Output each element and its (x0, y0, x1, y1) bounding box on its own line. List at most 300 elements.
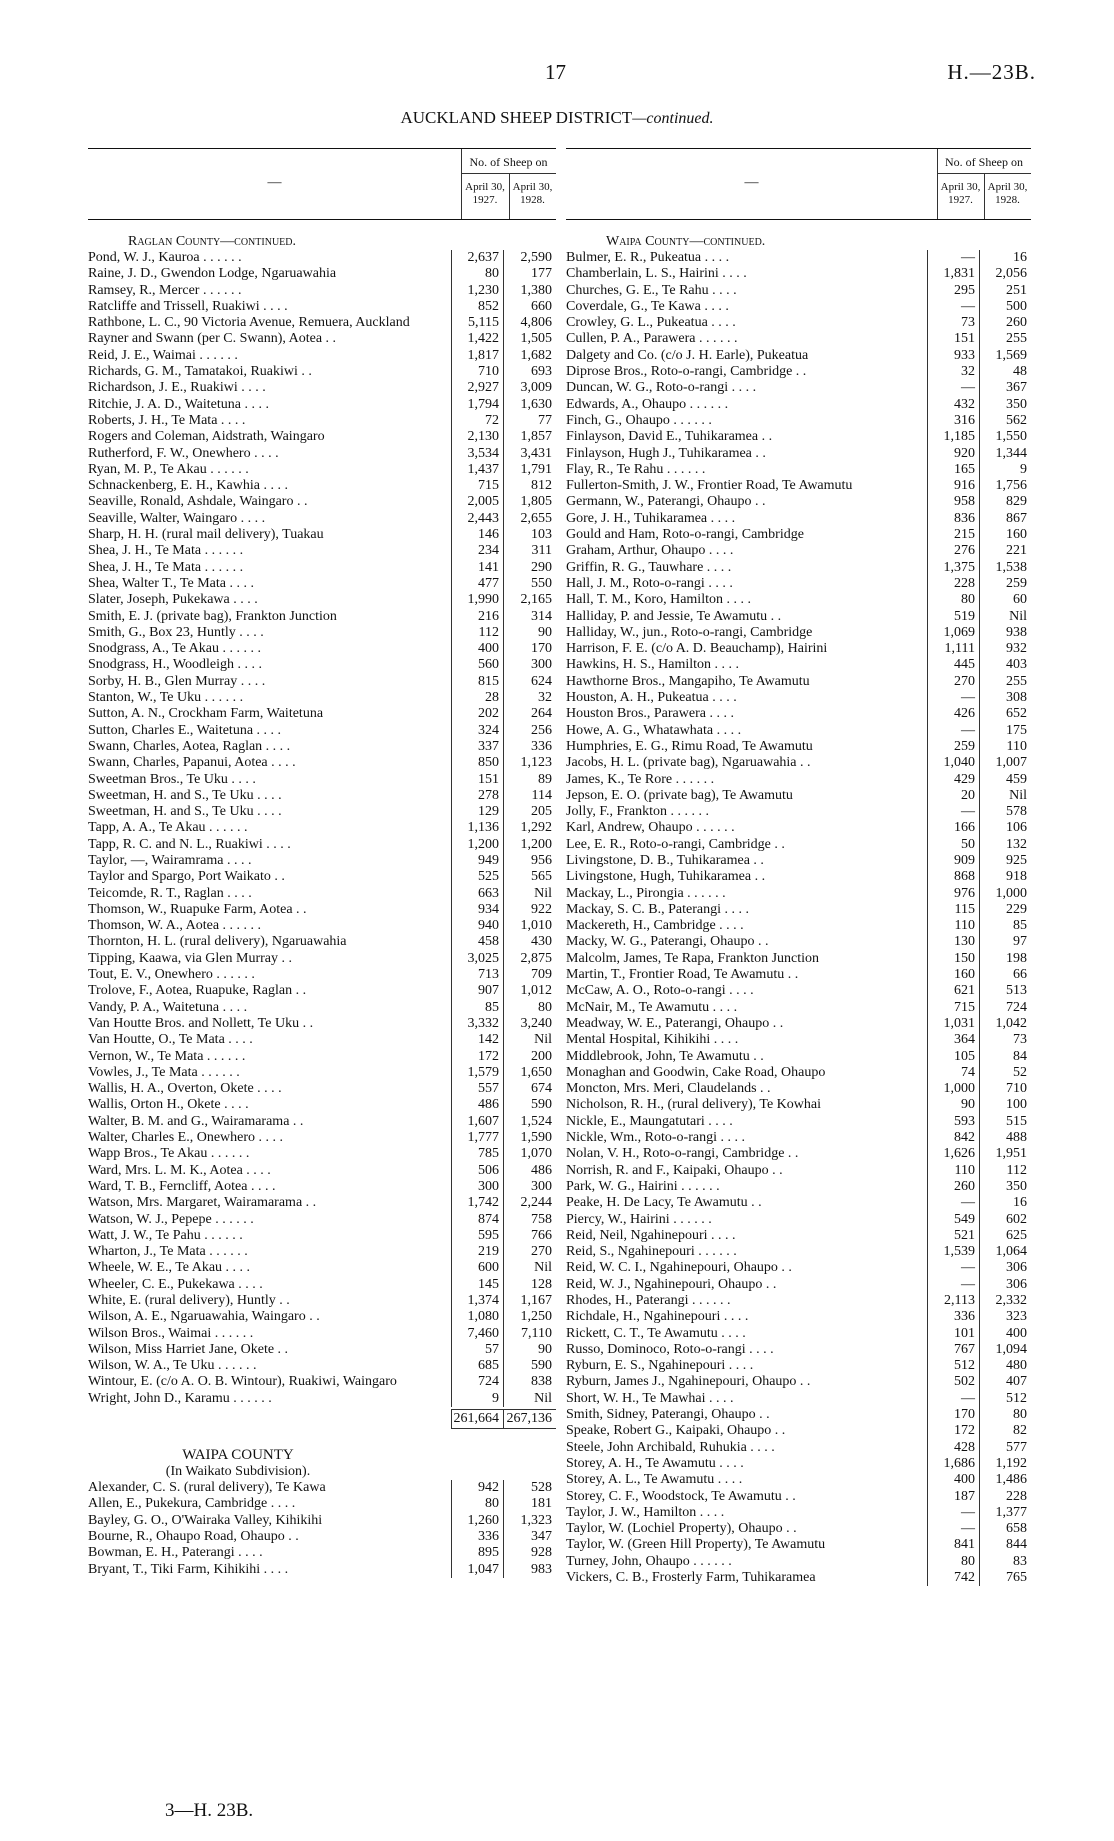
table-row (88, 1326, 556, 1342)
header-dash: — (744, 175, 759, 190)
sheep-1928: 578 (979, 804, 1031, 820)
sheep-1928: 114 (503, 788, 556, 804)
sheep-1928: 624 (503, 674, 556, 690)
owner-name: Jepson, E. O. (private bag), Te Awamutu (566, 787, 793, 803)
sheep-1928: 918 (979, 869, 1031, 885)
sheep-1927: 477 (451, 576, 503, 592)
owner-name: Vowles, J., Te Mata . . . . . . (88, 1064, 240, 1080)
sheep-1928: 693 (503, 364, 556, 380)
table-row (566, 1000, 1031, 1016)
sheep-1927: 2,130 (451, 429, 503, 445)
sheep-1928: Nil (503, 886, 556, 902)
table-row (566, 983, 1031, 999)
owner-name: Wheele, W. E., Te Akau . . . . (88, 1260, 251, 1276)
table-row (88, 1000, 556, 1016)
sheep-1928: 308 (979, 690, 1031, 706)
section-heading-waipa: Waipa County—continued. (606, 234, 766, 249)
owner-name: Seaville, Walter, Waingaro . . . . (88, 510, 266, 526)
owner-name: Peake, H. De Lacy, Te Awamutu . . (566, 1195, 762, 1211)
sheep-1928: 2,332 (979, 1293, 1031, 1309)
sheep-1928: 488 (979, 1130, 1031, 1146)
owner-name: Houston, A. H., Pukeatua . . . . (566, 690, 737, 706)
table-row (566, 804, 1031, 820)
table-row (566, 560, 1031, 576)
sheep-1927: 445 (927, 657, 979, 673)
sheep-1927: 276 (927, 543, 979, 559)
sheep-1927: 1,374 (451, 1293, 503, 1309)
sheep-1928: 577 (979, 1440, 1031, 1456)
table-row (566, 1505, 1031, 1521)
sheep-1927: 141 (451, 560, 503, 576)
sheep-1927: 260 (927, 1179, 979, 1195)
sheep-1927: 228 (927, 576, 979, 592)
sheep-1927: 142 (451, 1032, 503, 1048)
sheep-1927: 1,831 (927, 266, 979, 282)
sheep-1928: 1,200 (503, 837, 556, 853)
sheep-1927: 110 (927, 918, 979, 934)
owner-name: Richards, G. M., Tamatakoi, Ruakiwi . . (88, 364, 312, 380)
owner-name: Livingstone, D. B., Tuhikaramea . . (566, 852, 764, 868)
table-row (88, 266, 556, 282)
sheep-1927: 836 (927, 511, 979, 527)
owner-name: Smith, E. J. (private bag), Frankton Junction (88, 608, 337, 624)
owner-name: Van Houtte Bros. and Nollett, Te Uku . . (88, 1015, 314, 1031)
sheep-1927: 400 (451, 641, 503, 657)
sheep-1928: 710 (979, 1081, 1031, 1097)
sheep-1927: 1,817 (451, 348, 503, 364)
sheep-1928: 256 (503, 723, 556, 739)
owner-name: Edwards, A., Ohaupo . . . . . . (566, 396, 729, 412)
sheep-1928: 9 (979, 462, 1031, 478)
sheep-1928: 1,123 (503, 755, 556, 771)
sheep-1927: 80 (927, 592, 979, 608)
sheep-1928: 300 (503, 657, 556, 673)
sheep-1928: 1,250 (503, 1309, 556, 1325)
sheep-1927: 976 (927, 886, 979, 902)
owner-name: Snodgrass, H., Woodleigh . . . . (88, 657, 263, 673)
page-number: 17 (545, 60, 566, 84)
owner-name: Sharp, H. H. (rural mail delivery), Tuakau (88, 527, 324, 543)
owner-name: Storey, A. L., Te Awamutu . . . . (566, 1472, 743, 1488)
waipa-county-heading: WAIPA COUNTY (182, 1447, 294, 1464)
table-row (88, 1081, 556, 1097)
table-row (566, 1114, 1031, 1130)
table-row (566, 706, 1031, 722)
owner-name: Mental Hospital, Kihikihi . . . . (566, 1032, 739, 1048)
sheep-1927: — (927, 690, 979, 706)
sheep-1928: 1,550 (979, 429, 1031, 445)
sheep-1927: 715 (451, 478, 503, 494)
sheep-1927: — (927, 1521, 979, 1537)
sheep-1927: 1,040 (927, 755, 979, 771)
owner-name: Sutton, Charles E., Waitetuna . . . . (88, 722, 282, 738)
owner-name: Smith, G., Box 23, Huntly . . . . (88, 624, 264, 640)
sheep-1928: 205 (503, 804, 556, 820)
table-row (566, 869, 1031, 885)
owner-name: Short, W. H., Te Mawhai . . . . (566, 1390, 734, 1406)
sheep-1927: 933 (927, 348, 979, 364)
owner-name: Storey, C. F., Woodstock, Te Awamutu . . (566, 1488, 796, 1504)
owner-name: Watson, W. J., Pepepe . . . . . . (88, 1211, 254, 1227)
sheep-1927: 1,607 (451, 1114, 503, 1130)
sheep-1928: 3,009 (503, 380, 556, 396)
owner-name: Taylor, W. (Green Hill Property), Te Awamutu (566, 1537, 826, 1553)
sheep-1927: — (927, 380, 979, 396)
table-row (566, 739, 1031, 755)
owner-name: Karl, Andrew, Ohaupo . . . . . . (566, 820, 735, 836)
sheep-1927: 1,375 (927, 560, 979, 576)
owner-name: Walter, B. M. and G., Wairamarama . . (88, 1113, 304, 1129)
table-row (566, 1472, 1031, 1488)
sheep-1928: 200 (503, 1049, 556, 1065)
sheep-1927: 1,069 (927, 625, 979, 641)
sheep-1927: 73 (927, 315, 979, 331)
owner-name: McCaw, A. O., Roto-o-rangi . . . . (566, 983, 754, 999)
sheep-1927: 868 (927, 869, 979, 885)
sheep-1928: 562 (979, 413, 1031, 429)
sheep-1927: 32 (927, 364, 979, 380)
table-row (88, 315, 556, 331)
owner-name: Rayner and Swann (per C. Swann), Aotea . . (88, 331, 337, 347)
sheep-1927: 324 (451, 723, 503, 739)
table-row (88, 934, 556, 950)
sheep-1928: 1,805 (503, 494, 556, 510)
sheep-1927: 502 (927, 1374, 979, 1390)
sheep-1927: 28 (451, 690, 503, 706)
sheep-1928: 100 (979, 1097, 1031, 1113)
sheep-1928: 625 (979, 1228, 1031, 1244)
owner-name: Wallis, Orton H., Okete . . . . (88, 1097, 249, 1113)
owner-name: Taylor, W. (Lochiel Property), Ohaupo . . (566, 1521, 797, 1537)
sheep-1928: 838 (503, 1374, 556, 1390)
sheep-1928: 867 (979, 511, 1031, 527)
table-header-left (88, 148, 556, 220)
sheep-1928: 7,110 (503, 1326, 556, 1342)
owner-name: Dalgety and Co. (c/o J. H. Earle), Pukeatua (566, 347, 809, 363)
sheep-1927: 234 (451, 543, 503, 559)
table-row (88, 625, 556, 641)
owner-name: Nicholson, R. H., (rural delivery), Te Kowhai (566, 1097, 821, 1113)
sheep-1927: 130 (927, 934, 979, 950)
table-row (566, 1097, 1031, 1113)
sheep-1928: 323 (979, 1309, 1031, 1325)
owner-name: Griffin, R. G., Tauwhare . . . . (566, 559, 732, 575)
owner-name: Nickle, Wm., Roto-o-rangi . . . . (566, 1130, 745, 1146)
table-row (88, 674, 556, 690)
sheep-1927: 3,332 (451, 1016, 503, 1032)
owner-name: Pond, W. J., Kauroa . . . . . . (88, 250, 242, 265)
sheep-1928: 48 (979, 364, 1031, 380)
owner-name: Sweetman, H. and S., Te Uku . . . . (88, 804, 282, 820)
sheep-1927: 940 (451, 918, 503, 934)
sheep-1927: 187 (927, 1489, 979, 1505)
table-row (88, 397, 556, 413)
total-1928: 267,136 (503, 1409, 556, 1429)
owner-name: Coverdale, G., Te Kawa . . . . (566, 298, 729, 314)
table-row (88, 446, 556, 462)
owner-name: Rathbone, L. C., 90 Victoria Avenue, Remuera, Auckland (88, 315, 410, 331)
sheep-1927: — (927, 299, 979, 315)
sheep-1927: 724 (451, 1374, 503, 1390)
owner-name: Lee, E. R., Roto-o-rangi, Cambridge . . (566, 836, 785, 852)
owner-name: Park, W. G., Hairini . . . . . . (566, 1178, 720, 1194)
owner-name: Teicomde, R. T., Raglan . . . . (88, 885, 252, 901)
table-row (566, 1374, 1031, 1390)
owner-name: Wintour, E. (c/o A. O. B. Wintour), Ruakiwi, Waingaro (88, 1374, 397, 1390)
table-row (88, 1163, 556, 1179)
owner-name: Jacobs, H. L. (private bag), Ngaruawahia . . (566, 755, 811, 771)
table-row (88, 755, 556, 771)
owner-name: Germann, W., Paterangi, Ohaupo . . (566, 494, 766, 510)
sheep-1928: 52 (979, 1065, 1031, 1081)
sheep-1927: 895 (451, 1545, 503, 1561)
owner-name: Fullerton-Smith, J. W., Frontier Road, Te Awamutu (566, 478, 853, 494)
table-row (88, 1114, 556, 1130)
sheep-1928: 198 (979, 951, 1031, 967)
sheep-1927: 916 (927, 478, 979, 494)
table-row (566, 1423, 1031, 1439)
table-row (566, 1277, 1031, 1293)
header-sheep-on: No. of Sheep on (469, 155, 548, 169)
sheep-1927: 129 (451, 804, 503, 820)
sheep-1927: 1,000 (927, 1081, 979, 1097)
table-row (566, 1163, 1031, 1179)
owner-name: Sweetman Bros., Te Uku . . . . (88, 771, 256, 787)
owner-name: Vernon, W., Te Mata . . . . . . (88, 1048, 246, 1064)
owner-name: Wilson Bros., Waimai . . . . . . (88, 1325, 254, 1341)
owner-name: Tout, E. V., Onewhero . . . . . . (88, 967, 255, 983)
sheep-1927: 2,005 (451, 494, 503, 510)
sheep-1927: 595 (451, 1228, 503, 1244)
sheep-1928: 1,857 (503, 429, 556, 445)
owner-name: Nickle, E., Maungatutari . . . . (566, 1113, 733, 1129)
sheep-1927: 785 (451, 1146, 503, 1162)
sheep-1928: 844 (979, 1537, 1031, 1553)
sheep-1927: 742 (927, 1570, 979, 1586)
sheep-1928: 2,875 (503, 951, 556, 967)
sheep-1928: 1,012 (503, 983, 556, 999)
sheep-1928: 724 (979, 1000, 1031, 1016)
table-row (566, 886, 1031, 902)
table-row (88, 1195, 556, 1211)
sheep-1927: 172 (927, 1423, 979, 1439)
sheep-1927: — (927, 1195, 979, 1211)
owner-name: Mackereth, H., Cambridge . . . . (566, 918, 744, 934)
owner-name: Wapp Bros., Te Akau . . . . . . (88, 1146, 250, 1162)
table-row (88, 1358, 556, 1374)
owner-name: Ritchie, J. A. D., Waitetuna . . . . (88, 396, 269, 412)
sheep-1927: 3,534 (451, 446, 503, 462)
sheep-1927: 506 (451, 1163, 503, 1179)
table-row (566, 380, 1031, 396)
owner-name: Hawkins, H. S., Hamilton . . . . (566, 657, 740, 673)
sheep-1927: 429 (927, 772, 979, 788)
sheep-1927: 663 (451, 886, 503, 902)
owner-name: Russo, Dominoco, Roto-o-rangi . . . . (566, 1341, 774, 1357)
sheep-1928: 175 (979, 723, 1031, 739)
sheep-1928: 80 (503, 1000, 556, 1016)
sheep-1927: 278 (451, 788, 503, 804)
owner-name: Cullen, P. A., Parawera . . . . . . (566, 331, 738, 347)
sheep-1928: 128 (503, 1277, 556, 1293)
header-dash: — (267, 175, 282, 190)
owner-name: Crowley, G. L., Pukeatua . . . . (566, 315, 736, 331)
sheep-1928: 956 (503, 853, 556, 869)
owner-name: Meadway, W. E., Paterangi, Ohaupo . . (566, 1015, 784, 1031)
owner-name: Ryburn, James J., Ngahinepouri, Ohaupo . . (566, 1374, 811, 1390)
sheep-1927: 1,539 (927, 1244, 979, 1260)
sheep-1927: 1,686 (927, 1456, 979, 1472)
sheep-1928: 403 (979, 657, 1031, 673)
header-year-1927: April 30, 1927. (465, 181, 505, 206)
sheep-1928: 400 (979, 1326, 1031, 1342)
owner-name: Piercy, W., Hairini . . . . . . (566, 1211, 712, 1227)
table-row (88, 511, 556, 527)
table-row (88, 283, 556, 299)
sheep-1928: 112 (979, 1163, 1031, 1179)
sheep-1927: 1,742 (451, 1195, 503, 1211)
sheep-1928: 812 (503, 478, 556, 494)
table-row (566, 690, 1031, 706)
sheep-1927: 715 (927, 1000, 979, 1016)
owner-name: Harrison, F. E. (c/o A. D. Beauchamp), Hairini (566, 641, 828, 657)
table-row (88, 1374, 556, 1390)
owner-name: Thomson, W. A., Aotea . . . . . . (88, 918, 262, 934)
owner-name: Nolan, V. H., Roto-o-rangi, Cambridge . . (566, 1146, 799, 1162)
sheep-1927: 146 (451, 527, 503, 543)
table-row (88, 592, 556, 608)
table-row (88, 1065, 556, 1081)
owner-name: Bourne, R., Ohaupo Road, Ohaupo . . (88, 1528, 299, 1544)
left-table-body (88, 234, 556, 1578)
sheep-1928: 528 (503, 1480, 556, 1496)
sheep-1928: 1,007 (979, 755, 1031, 771)
sheep-1928: 290 (503, 560, 556, 576)
table-row (88, 967, 556, 983)
owner-name: Rogers and Coleman, Aidstrath, Waingaro (88, 429, 325, 445)
table-row (88, 1146, 556, 1162)
sheep-1927: 458 (451, 934, 503, 950)
owner-name: Halliday, P. and Jessie, Te Awamutu . . (566, 608, 782, 624)
owner-name: Ryan, M. P., Te Akau . . . . . . (88, 461, 249, 477)
table-row (88, 1179, 556, 1195)
sheep-1927: 145 (451, 1277, 503, 1293)
table-row (566, 1440, 1031, 1456)
sheep-1928: 80 (979, 1407, 1031, 1423)
owner-name: Allen, E., Pukekura, Cambridge . . . . (88, 1496, 296, 1512)
sheep-1927: 560 (451, 657, 503, 673)
left-column (88, 148, 556, 1578)
sheep-1927: 512 (927, 1358, 979, 1374)
sheep-1928: 110 (979, 739, 1031, 755)
owner-name: Sutton, A. N., Crockham Farm, Waitetuna (88, 706, 324, 722)
owner-name: Trolove, F., Aotea, Ruapuke, Raglan . . (88, 983, 307, 999)
sheep-1928: 270 (503, 1244, 556, 1260)
sheep-1927: 521 (927, 1228, 979, 1244)
table-row (88, 1212, 556, 1228)
table-row (88, 1244, 556, 1260)
sheep-1927: 219 (451, 1244, 503, 1260)
table-row (88, 1032, 556, 1048)
sheep-1928: 60 (979, 592, 1031, 608)
owner-name: Taylor, J. W., Hamilton . . . . (566, 1504, 725, 1520)
sheep-1927: 5,115 (451, 315, 503, 331)
table-row (566, 788, 1031, 804)
sheep-1928: 407 (979, 1374, 1031, 1390)
sheep-1927: 115 (927, 902, 979, 918)
sheep-1928: 106 (979, 820, 1031, 836)
owner-name: Macky, W. G., Paterangi, Ohaupo . . (566, 934, 769, 950)
sheep-1928: 652 (979, 706, 1031, 722)
owner-name: Diprose Bros., Roto-o-rangi, Cambridge . . (566, 364, 807, 380)
sheep-1928: 347 (503, 1529, 556, 1545)
owner-name: Wilson, W. A., Te Uku . . . . . . (88, 1358, 257, 1374)
owner-name: Ramsey, R., Mercer . . . . . . (88, 282, 242, 298)
owner-name: Mackay, S. C. B., Paterangi . . . . (566, 901, 750, 917)
table-header-right (566, 148, 1031, 220)
table-row (88, 299, 556, 315)
owner-name: Steele, John Archibald, Ruhukia . . . . (566, 1439, 775, 1455)
table-row (566, 723, 1031, 739)
sheep-1928: 1,505 (503, 331, 556, 347)
table-row (88, 983, 556, 999)
sheep-1928: 300 (503, 1179, 556, 1195)
table-row (566, 1260, 1031, 1276)
owner-name: Seaville, Ronald, Ashdale, Waingaro . . (88, 494, 308, 510)
table-row (88, 869, 556, 885)
owner-name: Thomson, W., Ruapuke Farm, Aotea . . (88, 901, 307, 917)
table-row (566, 625, 1031, 641)
sheep-1928: 1,524 (503, 1114, 556, 1130)
owner-name: White, E. (rural delivery), Huntly . . (88, 1293, 290, 1308)
table-row (566, 1391, 1031, 1407)
table-row (566, 511, 1031, 527)
sheep-1927: 337 (451, 739, 503, 755)
table-row (566, 1554, 1031, 1570)
sheep-1928: 4,806 (503, 315, 556, 331)
sheep-1927: 336 (451, 1529, 503, 1545)
owner-name: Swann, Charles, Papanui, Aotea . . . . (88, 755, 296, 771)
owner-name: Ratcliffe and Trissell, Ruakiwi . . . . (88, 298, 288, 314)
sheep-1927: 1,260 (451, 1513, 503, 1529)
sheep-1928: 336 (503, 739, 556, 755)
sheep-1927: 300 (451, 1179, 503, 1195)
owner-name: Finch, G., Ohaupo . . . . . . (566, 412, 712, 428)
sheep-1928: 2,590 (503, 250, 556, 266)
sheep-1927: 215 (927, 527, 979, 543)
sheep-1927: 1,200 (451, 837, 503, 853)
owner-name: Monaghan and Goodwin, Cake Road, Ohaupo (566, 1064, 826, 1080)
right-column (566, 148, 1031, 1586)
table-row (566, 1537, 1031, 1553)
table-row (566, 446, 1031, 462)
table-row (566, 1212, 1031, 1228)
owner-name: Vickers, C. B., Frosterly Farm, Tuhikaramea (566, 1570, 816, 1586)
sheep-1927: 842 (927, 1130, 979, 1146)
owner-name: Hall, J. M., Roto-o-rangi . . . . (566, 575, 733, 591)
sheep-1927: 166 (927, 820, 979, 836)
sheep-1928: 925 (979, 853, 1031, 869)
owner-name: Moncton, Mrs. Meri, Claudelands . . (566, 1081, 771, 1097)
sheep-1927: 907 (451, 983, 503, 999)
sheep-1928: 83 (979, 1554, 1031, 1570)
owner-name: Gore, J. H., Tuhikaramea . . . . (566, 510, 736, 526)
sheep-1927: 426 (927, 706, 979, 722)
table-row (88, 1293, 556, 1309)
header-year-1928: April 30, 1928. (512, 181, 553, 206)
sheep-1928: 177 (503, 266, 556, 282)
table-row (88, 886, 556, 902)
